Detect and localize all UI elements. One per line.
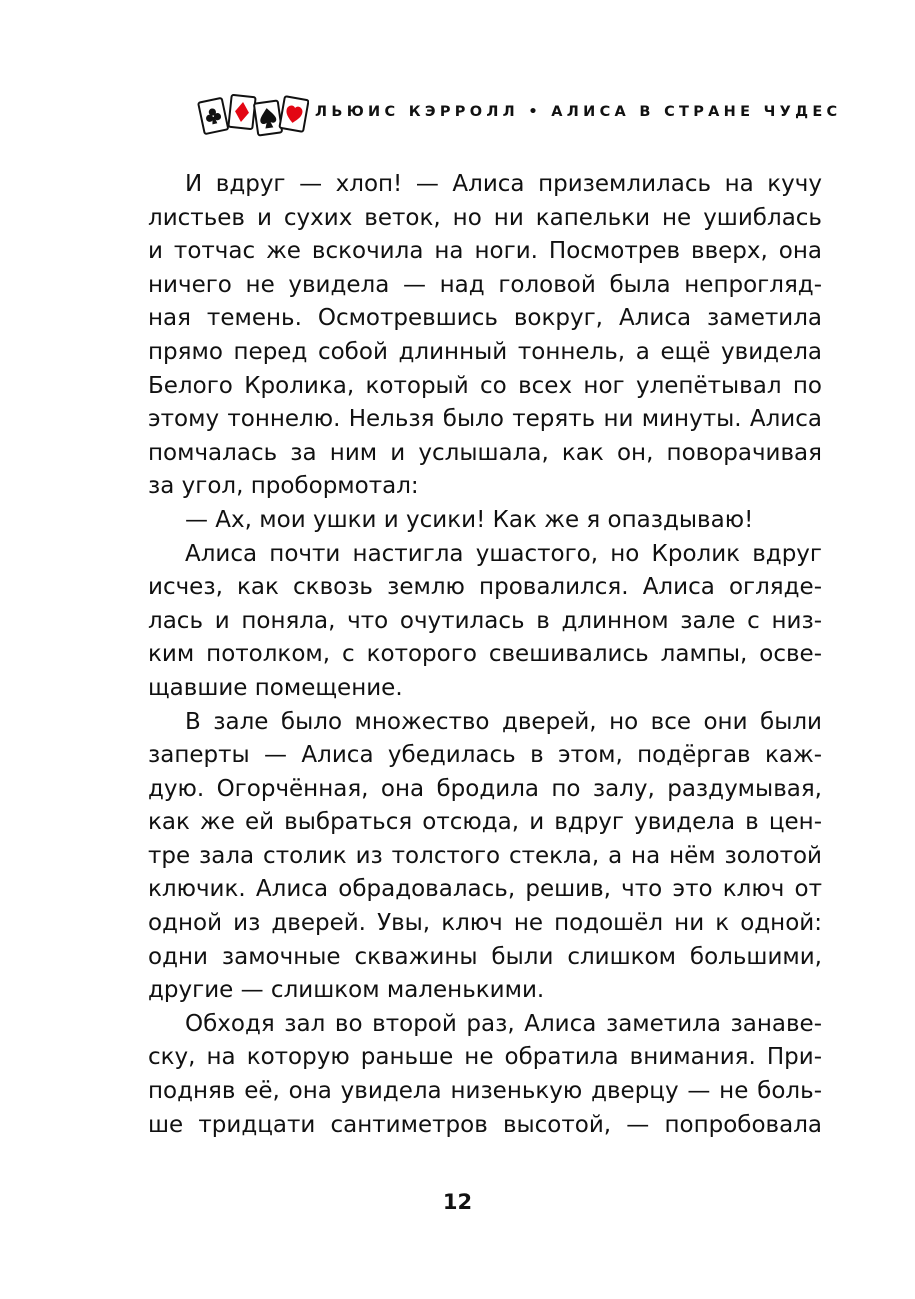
running-header (197, 90, 842, 140)
text-line: одни замочные скважины были слишком большими, (148, 943, 822, 970)
card-heart (279, 96, 308, 132)
playing-cards-icon (197, 90, 309, 140)
text-line: и тотчас же вскочила на ноги. Посмотрев вверх, она (148, 238, 822, 265)
text-line: как же ей выбраться отсюда, и вдруг увидела в цен- (148, 809, 822, 836)
text-line: ким потолком, с которого свешивались лампы, осве- (148, 641, 822, 668)
text-line: исчез, как сквозь землю провалился. Алиса огляде- (148, 574, 822, 601)
text-line: помчалась за ним и услышала, как он, поворачивая (148, 439, 822, 466)
text-line: заперты — Алиса убедилась в этом, подёргав каж- (148, 742, 822, 769)
text-line: одной из дверей. Увы, ключ не подошёл ни к одной: (148, 910, 822, 937)
text-line: щавшие помещение. (148, 674, 403, 701)
text-line: Белого Кролика, который со всех ног улепётывал по (148, 372, 822, 399)
text-line: тре зала столик из толстого стекла, а на нём золотой (148, 842, 822, 869)
card-club (198, 98, 228, 134)
page-number: 12 (442, 1190, 473, 1214)
text-line: ску, на которую раньше не обратила внимания. При- (148, 1044, 822, 1071)
running-title: ЛЬЮИС КЭРРОЛЛ • АЛИСА В СТРАНЕ ЧУДЕС (315, 104, 842, 120)
text-line: ная темень. Осмотревшись вокруг, Алиса заметила (148, 305, 822, 332)
text-line: И вдруг — хлоп! — Алиса приземлилась на кучу (185, 171, 822, 197)
text-line: В зале было множество дверей, но все они были (185, 708, 822, 735)
text-line: Алиса почти настигла ушастого, но Кролик вдруг (185, 540, 822, 567)
text-line: Обходя зал во второй раз, Алиса заметила занаве- (185, 1010, 822, 1037)
text-line: за угол, пробормотал: (148, 473, 419, 500)
card-spade (254, 100, 282, 135)
dialogue-line: — Ах, мои ушки и усики! Как же я опаздываю! (185, 506, 754, 533)
text-line: ничего не увидела — над головой была непрогляд- (148, 271, 822, 298)
text-line: листьев и сухих веток, но ни капельки не ушиблась (148, 204, 822, 231)
page-body (148, 168, 822, 1142)
text-line: прямо перед собой длинный тоннель, а ещё увидела (148, 338, 822, 365)
text-line: ше тридцати сантиметров высотой, — попробовала (148, 1111, 822, 1138)
text-line: ключик. Алиса обрадовалась, решив, что это ключ от (148, 876, 822, 903)
text-line: другие — слишком маленькими. (148, 977, 545, 1004)
text-line: подняв её, она увидела низенькую дверцу — не боль- (148, 1078, 822, 1105)
text-line: дую. Огорчённая, она бродила по залу, раздумывая, (148, 775, 822, 802)
text-line: лась и поняла, что очутилась в длинном зале с низ- (148, 607, 822, 634)
card-diamond (228, 95, 255, 129)
text-line: этому тоннелю. Нельзя было терять ни минуты. Алиса (148, 406, 822, 433)
